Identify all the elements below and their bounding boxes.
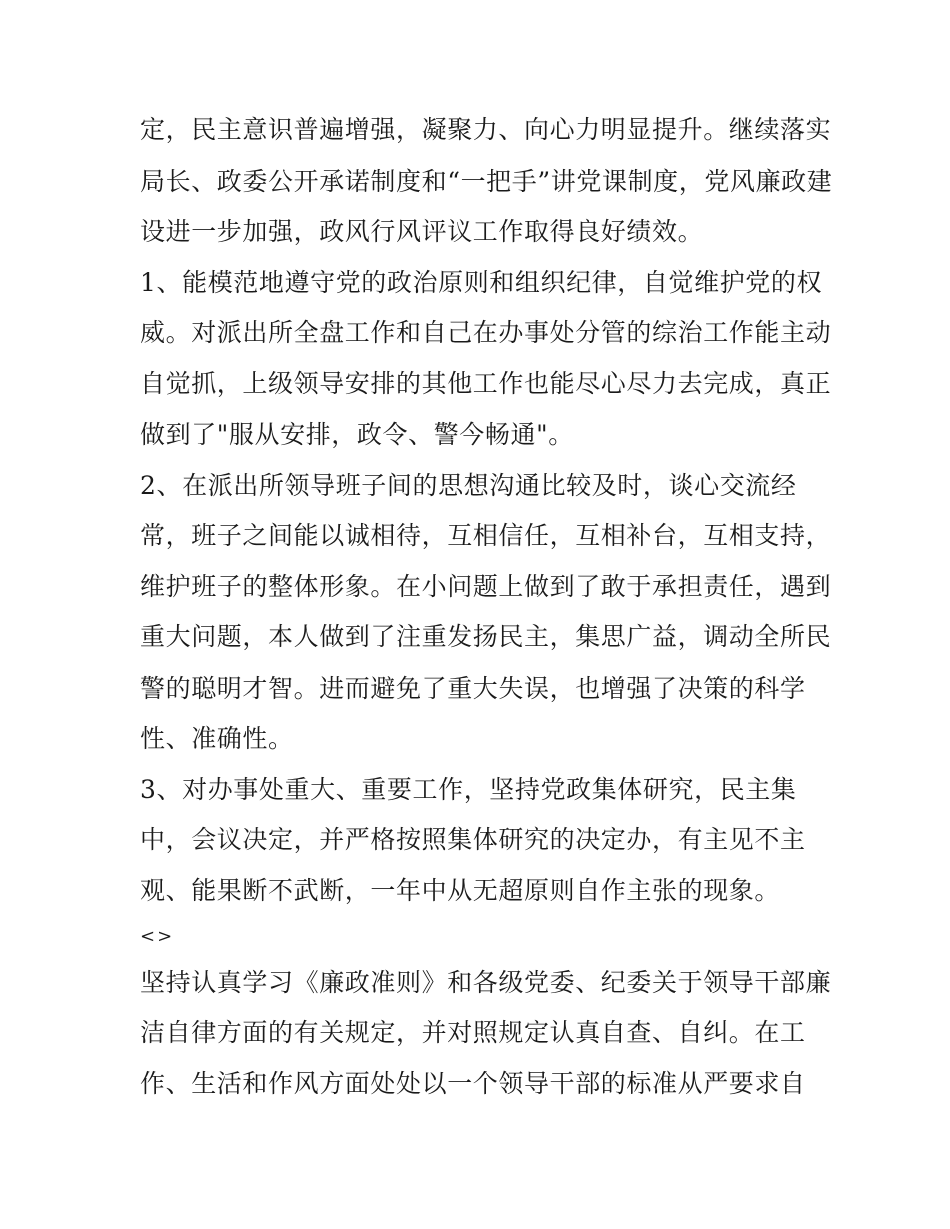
text-line: 洁自律方面的有关规定，并对照规定认真自查、自纠。在工 [140,1018,806,1047]
text-line: <> [140,926,175,947]
text-line: 定，民主意识普遍增强，凝聚力、向心力明显提升。继续落实 [140,115,832,144]
text-line: 重大问题，本人做到了注重发扬民主，集思广益，调动全所民 [140,622,832,651]
text-line: 做到了"服从安排，政令、警今畅通"。 [140,420,574,449]
text-line: 3、对办事处重大、重要工作，坚持党政集体研究，民主集 [140,775,797,804]
text-line: 观、能果断不武断，一年中从无超原则自作主张的现象。 [140,876,781,905]
text-line: 警的聪明才智。进而避免了重大失误，也增强了决策的科学 [140,674,806,703]
text-line: 常，班子之间能以诚相待，互相信任，互相补台，互相支持， [140,521,832,550]
text-line: 自觉抓，上级领导安排的其他工作也能尽心尽力去完成，真正 [140,369,832,398]
text-line: 作、生活和作风方面处处以一个领导干部的标准从严要求自 [140,1069,806,1098]
text-line: 坚持认真学习《廉政准则》和各级党委、纪委关于领导干部廉 [140,968,832,997]
text-line: 维护班子的整体形象。在小问题上做到了敢于承担责任，遇到 [140,572,832,601]
text-line: 中，会议决定，并严格按照集体研究的决定办，有主见不主 [140,825,806,854]
text-line: 设进一步加强，政风行风评议工作取得良好绩效。 [140,217,704,246]
text-line: 1、能模范地遵守党的政治原则和组织纪律，自觉维护党的权 [140,268,823,297]
text-line: 2、在派出所领导班子间的思想沟通比较及时，谈心交流经 [140,471,797,500]
text-line: 威。对派出所全盘工作和自己在办事处分管的综治工作能主动 [140,318,832,347]
text-line: 局长、政委公开承诺制度和“一把手”讲党课制度，党风廉政建 [140,167,833,196]
text-line: 性、准确性。 [140,724,294,753]
